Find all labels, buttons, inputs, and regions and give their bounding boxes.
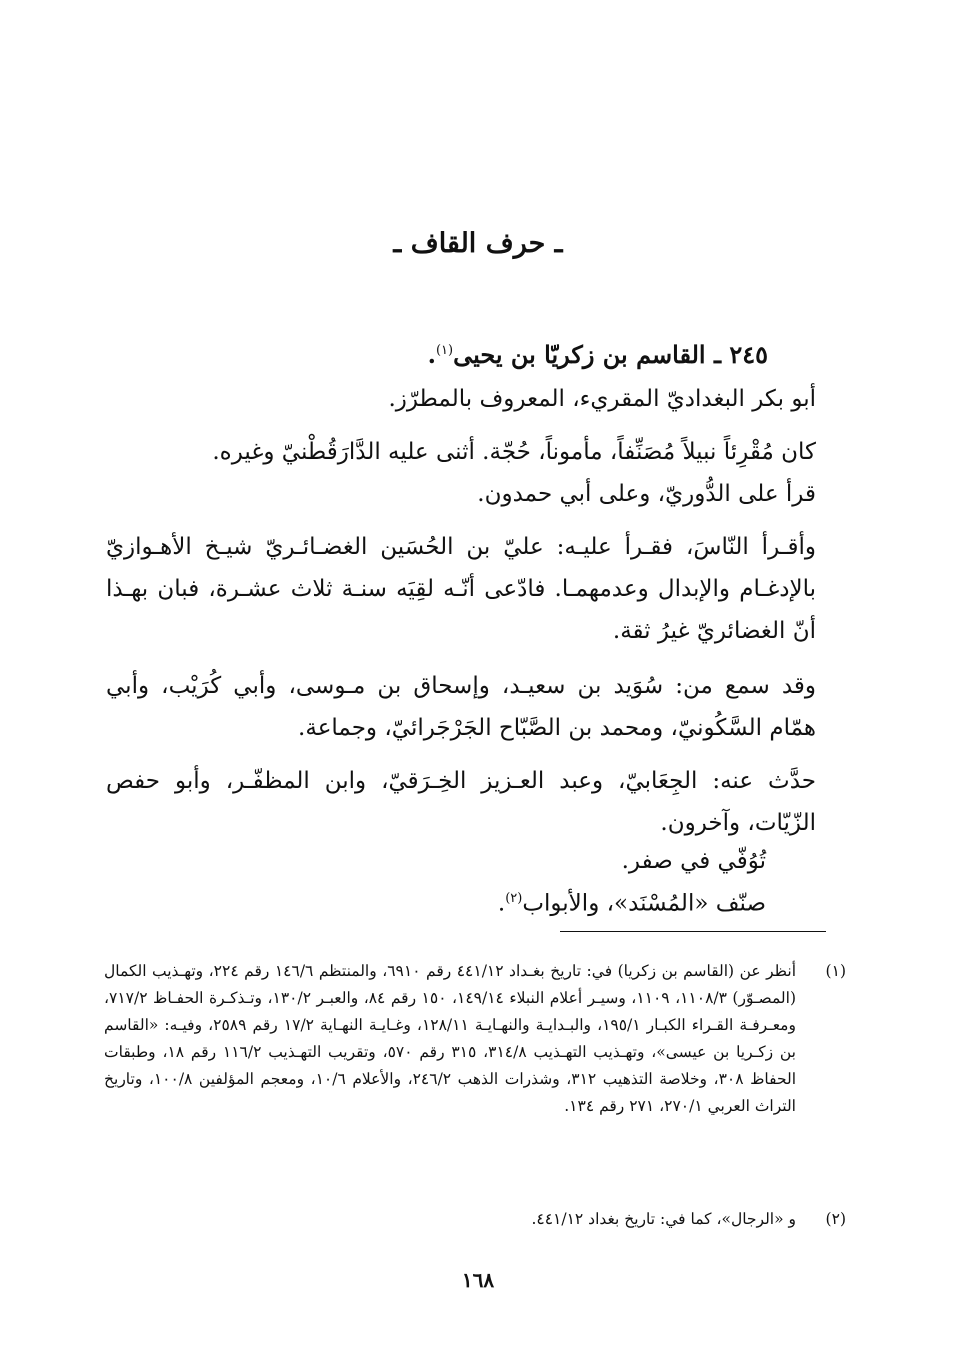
footnote-2-number: (٢) — [825, 1210, 846, 1228]
entry-kunya-line: أبو بكر البغداديّ المقريء، المعروف بالمطرّز. — [388, 386, 816, 412]
page-number: ١٦٨ — [461, 1268, 495, 1292]
footnote-separator — [560, 931, 826, 932]
works-line — [498, 881, 766, 922]
works-end: . — [497, 890, 506, 917]
narrated-paragraph: حدَّث عنه: الجِعَابيّ، وعبد العـزيز الخِـرَقيّ، وابن المظفّـر، وأبو حفص الزّيّات، وآخرون. — [106, 768, 816, 836]
footnote-1-number: (١) — [825, 962, 846, 980]
entry-reading-line: قرأ على الدُّوريّ، وعلى أبي حمدون. — [477, 481, 816, 507]
heard-from-paragraph: وقد سمع من: سُوَيد بن سعيـد، وإسحاق بن مـوسى، وأبي كُرَيْب، وأبي همّام السَّكُونيّ، ومحمد بن الصَّبّاح الجَرْجَرائيّ، وجماعة. — [106, 673, 816, 741]
footnote-1-text: أنظر عن (القاسم بن زكريا) في: تاريخ بغـداد ٤٤١/١٢ رقم ٦٩١٠، والمنتظم ١٤٦/٦ رقم ٢٢٤، وتهـذيب الكمال (المصـوّر) ١١٠٨/٣، ١١٠٩، وسيـر أعلام النبلاء ١٤٩/١٤، ١٥٠ رقم ٨٤، والعبـر ١٣٠/٢، وتـذكـرة الحفـاظ ٧١٧/٢، ومعـرفـة القـراء الكبـار ١٩٥/١، والبـدايـة والنهـايـة ١٢٨/١١، وغـايـة النهـاية ١٧/٢ رقم ٢٥٨٩، وفيـه: «القاسم بن زكـريا بن عيسى»، وتهـذيب التهـذيب ٣١٤/٨، ٣١٥ رقم ٥٧٠، وتقريب التهـذيب ١١٦/٢ رقم ١٨، وطبقات الحفاظ ٣٠٨، وخلاصة التذهيب ٣١٢، وشذرات الذهب ٢٤٦/٢، والأعلام ١٠/٦، ومعجم المؤلفين ١٠٠/٨، وتاريخ التراث العربي ٢٧٠/١، ٢٧١ رقم ١٣٤. — [104, 962, 797, 1115]
entry-title-text: ٢٤٥ ـ القاسم بن زكريّا بن يحيى — [453, 340, 768, 369]
entry-title — [148, 340, 768, 369]
footnote-ref-2: (٢) — [505, 891, 523, 906]
footnote-2-text: و «الرجال»، كما في: تاريخ بغداد ٤٤١/١٢. — [531, 1210, 796, 1228]
students-paragraph: وأقـرأ النّاسَ، فقـرأ عليـه: عليّ بن الحُسَين الغضـائـريّ شيـخ الأهـوازيّ بالإدغـام والإبدال وعدمهمـا. فادّعى أنّـه لقِيَه سنـة ثلاث عشـرة، فبان بهـذا أنّ الغضائريّ غيرُ ثقة. — [106, 534, 816, 644]
entry-title-end: . — [427, 340, 436, 369]
entry-praise-line: كان مُقْرِئاً نبيلاً مُصَنِّفاً، مأموناً، حُجّة. أثنى عليه الدَّارَقُطْنيّ وغيره. — [212, 439, 816, 465]
chapter-heading: ـ حرف القاف ـ — [393, 228, 563, 259]
works-text: صنّف «المُسْنَد»، والأبواب — [522, 890, 766, 917]
death-line: تُوُفّي في صفر. — [621, 848, 766, 874]
footnote-ref-1: (١) — [435, 343, 454, 358]
